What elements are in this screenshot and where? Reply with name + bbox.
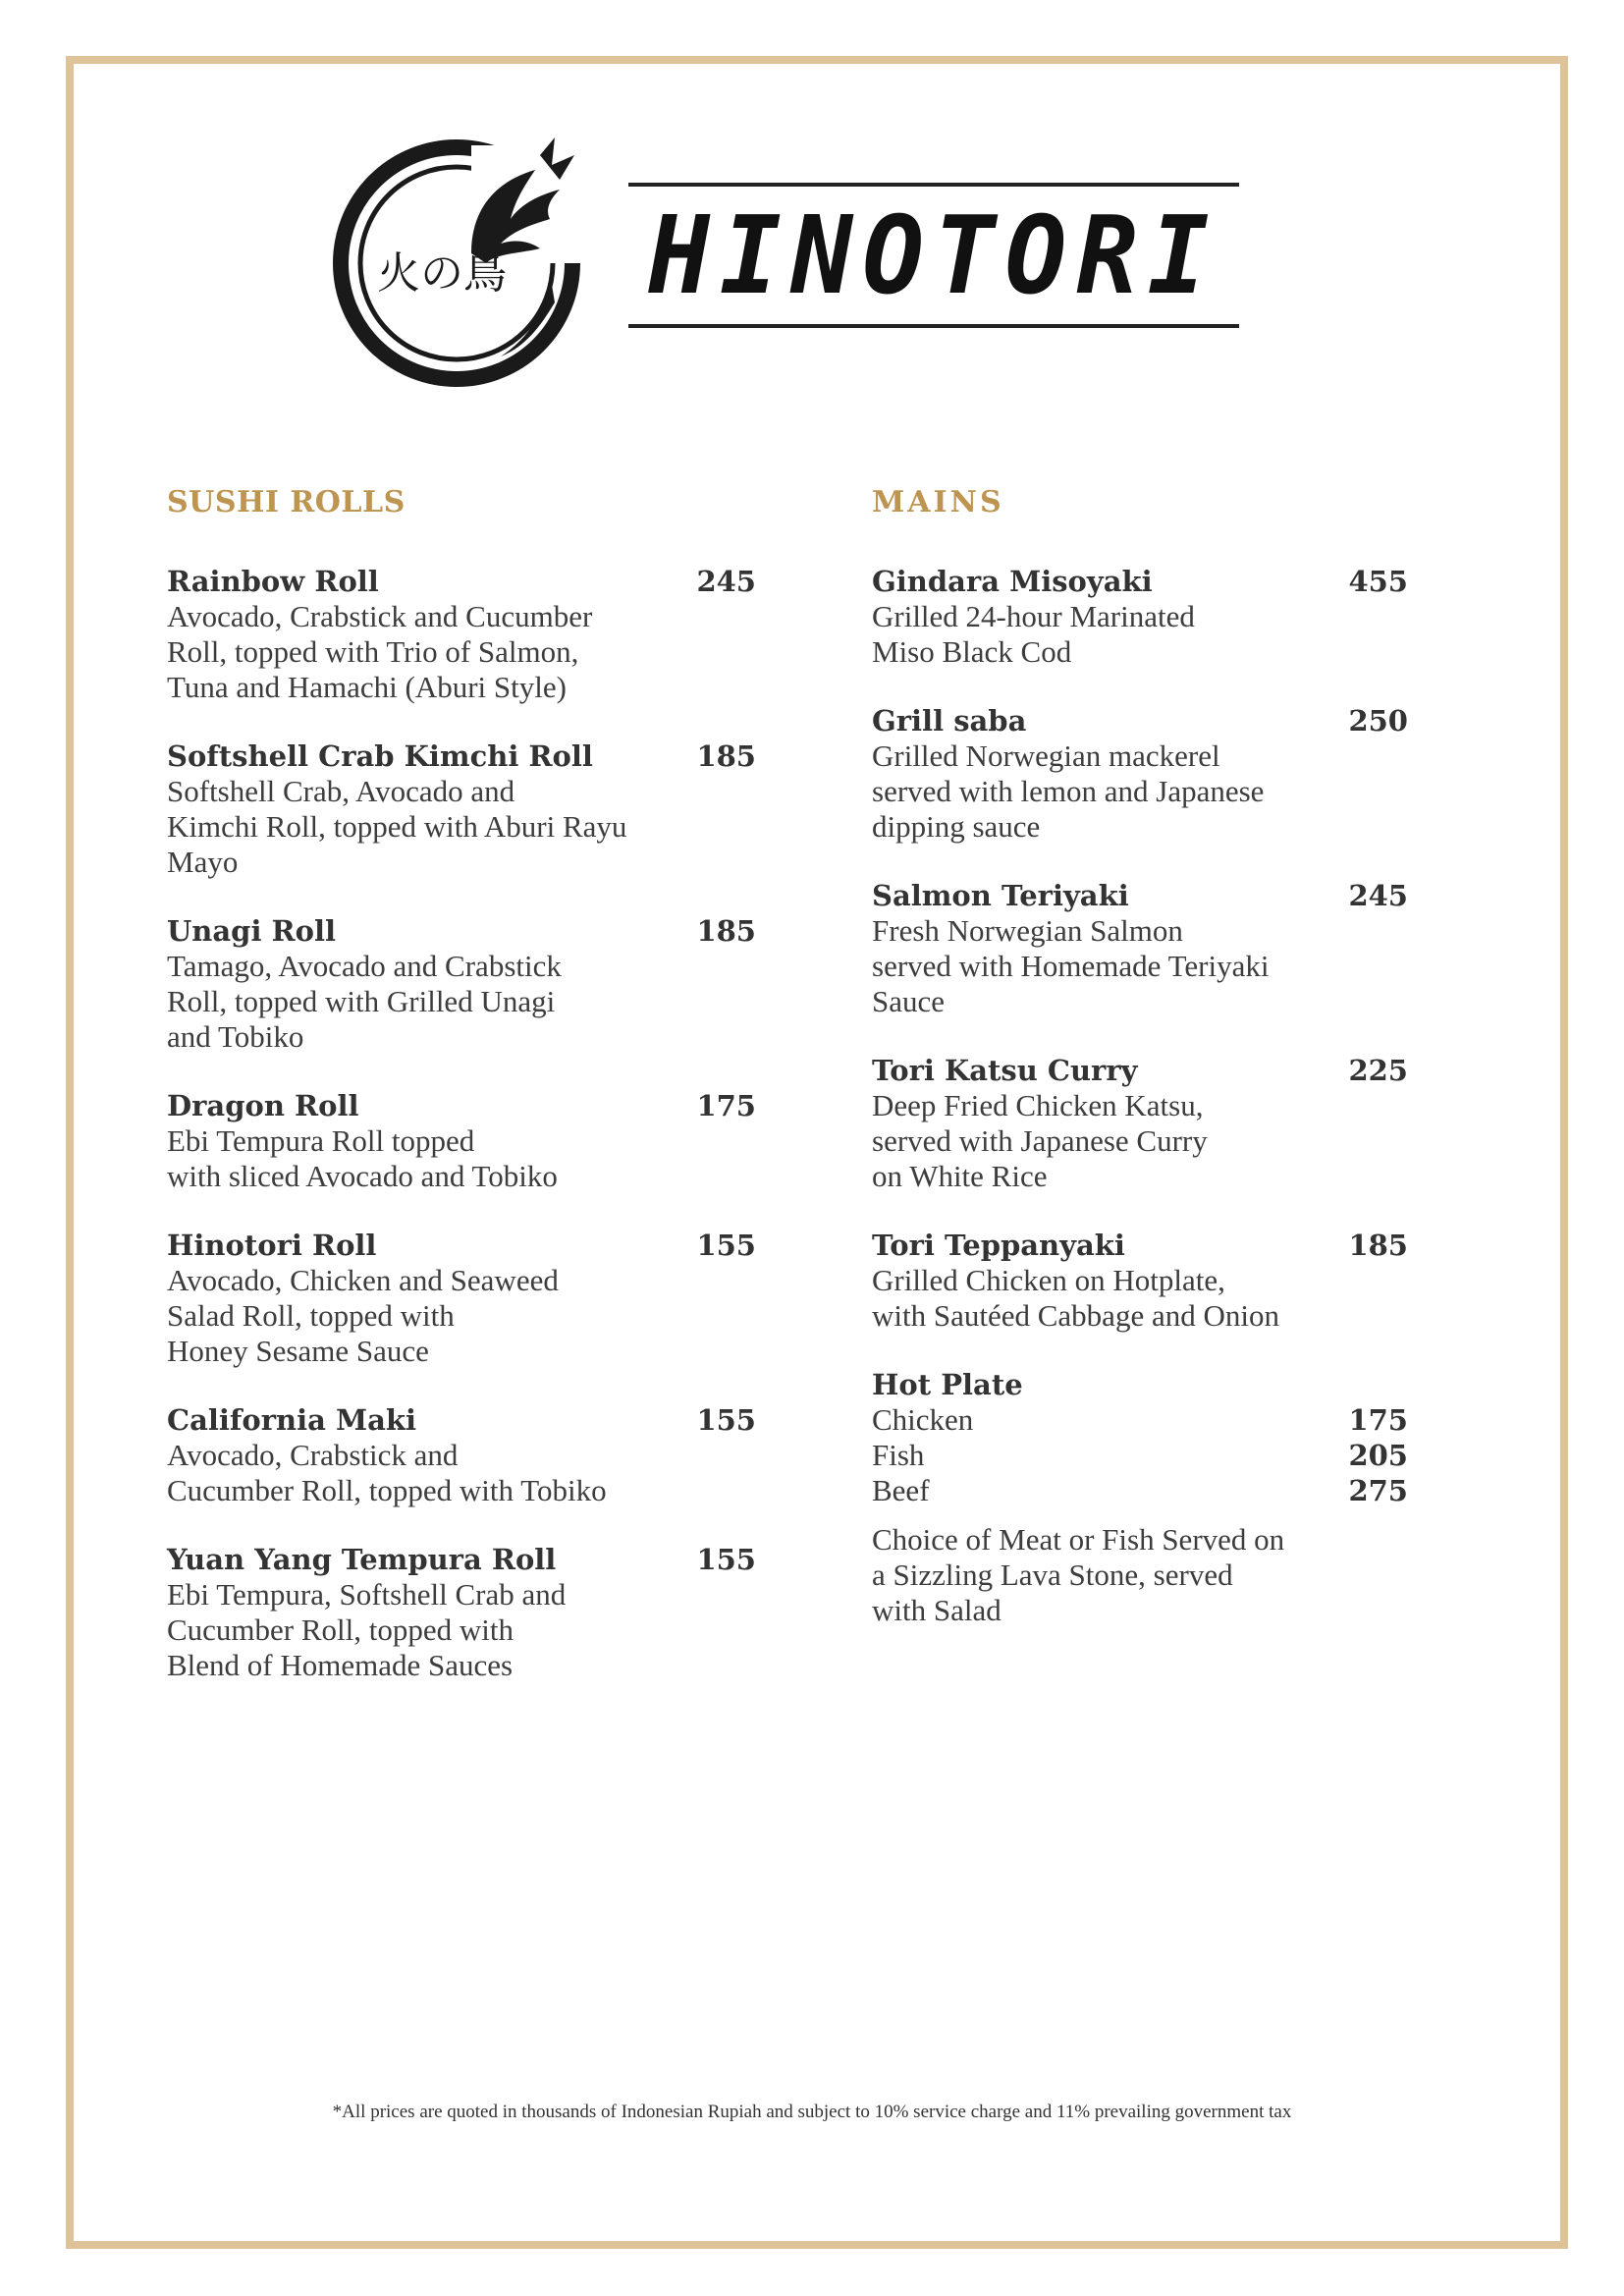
brand-rule-top xyxy=(628,183,1239,187)
desc-line: Mayo xyxy=(167,845,239,879)
option-label: Fish xyxy=(872,1438,925,1472)
item-description xyxy=(872,913,1408,1019)
desc-line: Blend of Homemade Sauces xyxy=(167,1648,514,1682)
option-price: 205 xyxy=(1348,1439,1408,1472)
item-price: 155 xyxy=(696,1403,756,1437)
desc-line: Salad Roll, topped with xyxy=(167,1298,455,1333)
item-description xyxy=(167,949,756,1055)
item-name: Tori Katsu Curry xyxy=(872,1054,1138,1087)
item-price: 175 xyxy=(696,1089,756,1122)
item-price: 155 xyxy=(696,1543,756,1576)
desc-line: and Tobiko xyxy=(167,1019,304,1054)
brand-wordmark: HINOTORI xyxy=(648,191,1219,319)
menu-item xyxy=(872,1053,1408,1194)
option-label: Chicken xyxy=(872,1402,974,1437)
brand-rule-bottom xyxy=(628,324,1239,328)
desc-line: a Sizzling Lava Stone, served xyxy=(872,1558,1233,1592)
desc-line: Tuna and Hamachi (Aburi Style) xyxy=(167,670,567,704)
price-footnote: *All prices are quoted in thousands of Indonesian Rupiah and subject to 10% service charge and 11% prevailing government tax xyxy=(332,2102,1292,2122)
desc-line: Grilled Chicken on Hotplate, xyxy=(872,1263,1225,1297)
item-description xyxy=(872,1522,1408,1628)
desc-line: served with Japanese Curry xyxy=(872,1123,1208,1158)
menu-item xyxy=(167,738,756,880)
item-price: 185 xyxy=(696,914,756,948)
option-price: 275 xyxy=(1348,1474,1408,1507)
desc-line: with Salad xyxy=(872,1593,1001,1627)
item-name: California Maki xyxy=(167,1403,416,1437)
item-price: 245 xyxy=(696,565,756,598)
item-description xyxy=(167,774,756,880)
desc-line: Cucumber Roll, topped with Tobiko xyxy=(167,1473,607,1507)
desc-line: Sauce xyxy=(872,984,946,1018)
desc-line: Avocado, Chicken and Seaweed xyxy=(167,1263,559,1297)
desc-line: Kimchi Roll, topped with Aburi Rayu xyxy=(167,809,627,844)
item-price: 155 xyxy=(696,1229,756,1262)
desc-line: Grilled Norwegian mackerel xyxy=(872,738,1220,773)
desc-line: Honey Sesame Sauce xyxy=(167,1334,429,1368)
desc-line: Grilled 24-hour Marinated xyxy=(872,599,1195,633)
desc-line: Softshell Crab, Avocado and xyxy=(167,774,515,808)
item-price: 250 xyxy=(1348,704,1408,738)
desc-line: Ebi Tempura Roll topped xyxy=(167,1123,475,1158)
menu-item xyxy=(167,1088,756,1194)
menu-item xyxy=(167,1542,756,1683)
desc-line: Choice of Meat or Fish Served on xyxy=(872,1522,1285,1557)
menu-item xyxy=(167,564,756,705)
option-price: 175 xyxy=(1348,1403,1408,1437)
hot-plate-option xyxy=(872,1473,1408,1508)
hot-plate-option xyxy=(872,1402,1408,1438)
desc-line: Avocado, Crabstick and xyxy=(167,1438,459,1472)
menu-item xyxy=(872,1228,1408,1334)
section-title: SUSHI ROLLS xyxy=(167,485,406,519)
desc-line: dipping sauce xyxy=(872,809,1041,844)
menu-item xyxy=(872,564,1408,670)
item-price: 225 xyxy=(1348,1054,1408,1087)
desc-line: Fresh Norwegian Salmon xyxy=(872,913,1183,948)
item-name: Tori Teppanyaki xyxy=(872,1229,1125,1262)
item-name: Yuan Yang Tempura Roll xyxy=(167,1543,557,1576)
option-label: Beef xyxy=(872,1473,930,1507)
item-price: 185 xyxy=(1348,1229,1408,1262)
item-name: Gindara Misoyaki xyxy=(872,565,1153,598)
item-name: Grill saba xyxy=(872,704,1027,738)
item-description xyxy=(872,1088,1408,1194)
hot-plate-item xyxy=(872,1367,1408,1628)
desc-line: Miso Black Cod xyxy=(872,634,1072,669)
item-name: Hot Plate xyxy=(872,1368,1023,1401)
menu-item xyxy=(167,1402,756,1508)
desc-line: on White Rice xyxy=(872,1159,1048,1193)
svg-text:火の鳥: 火の鳥 xyxy=(377,248,507,299)
desc-line: with sliced Avocado and Tobiko xyxy=(167,1159,558,1193)
desc-line: Roll, topped with Grilled Unagi xyxy=(167,984,556,1018)
desc-line: served with Homemade Teriyaki xyxy=(872,949,1270,983)
menu-item xyxy=(872,878,1408,1019)
desc-line: Deep Fried Chicken Katsu, xyxy=(872,1088,1204,1122)
menu-item xyxy=(167,1228,756,1369)
phoenix-emblem-icon xyxy=(324,126,589,391)
item-price: 185 xyxy=(696,739,756,773)
mains-section xyxy=(872,481,1408,1662)
desc-line: served with lemon and Japanese xyxy=(872,774,1265,808)
item-name: Salmon Teriyaki xyxy=(872,879,1129,912)
desc-line: Roll, topped with Trio of Salmon, xyxy=(167,634,579,669)
section-title: MAINS xyxy=(872,485,1004,519)
item-name: Unagi Roll xyxy=(167,914,337,948)
desc-line: Ebi Tempura, Softshell Crab and xyxy=(167,1577,567,1612)
item-description xyxy=(872,738,1408,845)
item-description xyxy=(167,1123,756,1194)
item-description xyxy=(872,599,1408,670)
item-price: 455 xyxy=(1348,565,1408,598)
item-description xyxy=(167,599,756,705)
item-name: Softshell Crab Kimchi Roll xyxy=(167,739,593,773)
sushi-rolls-section xyxy=(167,481,756,1717)
hinotori-logo xyxy=(324,126,589,391)
hot-plate-option xyxy=(872,1438,1408,1473)
desc-line: Tamago, Avocado and Crabstick xyxy=(167,949,562,983)
desc-line: Avocado, Crabstick and Cucumber xyxy=(167,599,593,633)
item-description xyxy=(167,1577,756,1683)
menu-item xyxy=(167,913,756,1055)
item-name: Hinotori Roll xyxy=(167,1229,377,1262)
desc-line: with Sautéed Cabbage and Onion xyxy=(872,1298,1279,1333)
item-name: Dragon Roll xyxy=(167,1089,359,1122)
item-description xyxy=(872,1263,1408,1334)
item-name: Rainbow Roll xyxy=(167,565,379,598)
desc-line: Cucumber Roll, topped with xyxy=(167,1613,514,1647)
menu-item xyxy=(872,703,1408,845)
item-description xyxy=(167,1438,756,1508)
item-description xyxy=(167,1263,756,1369)
item-price: 245 xyxy=(1348,879,1408,912)
